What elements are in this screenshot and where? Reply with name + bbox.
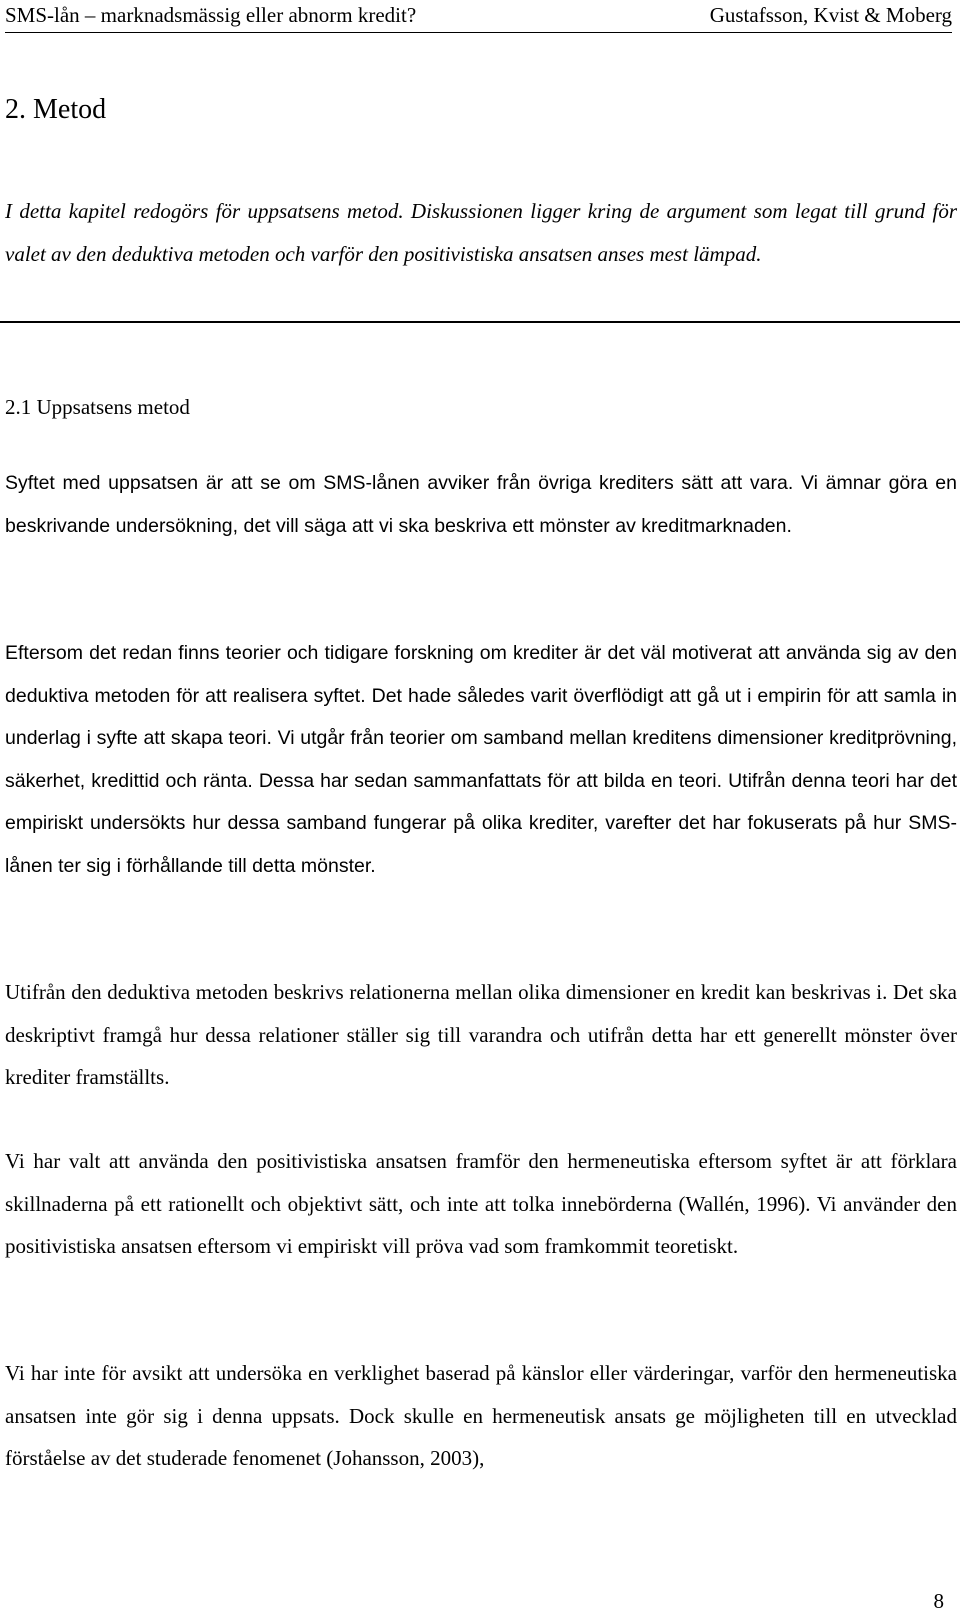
chapter-intro: I detta kapitel redogörs för uppsatsens metod. Diskussionen ligger kring de argument som legat till grund för valet av den deduktiva metoden och varför den positivistiska ansatsen anses mest lämpad. (5, 199, 957, 266)
paragraph-relations: Utifrån den deduktiva metoden beskrivs relationerna mellan olika dimensioner en kredit kan beskrivas i. Det ska deskriptivt framgå hur dessa relationer ställer sig till varandra och utifrån detta har ett generellt mönster över krediter framställts. (5, 980, 957, 1090)
paragraph-hermeneutic: Vi har inte för avsikt att undersöka en verklighet baserad på känslor eller värderingar, varför den hermeneutiska ansatsen inte gör sig i denna uppsats. Dock skulle en hermeneutisk ansats ge möjligheten till en utvecklad förståelse av det studerade fenomenet (Johansson, 2003), (5, 1361, 957, 1471)
paragraph-positivist-approach: Vi har valt att använda den positivistiska ansatsen framför den hermeneutiska eftersom syftet är att förklara skillnaderna på ett rationellt och objektivt sätt, och inte att tolka innebörderna (Wallén, 1996). Vi använder den positivistiska ansatsen eftersom vi empiriskt vill pröva vad som framkommit teoretiskt. (5, 1149, 957, 1259)
paragraph-purpose: Syftet med uppsatsen är att se om SMS-lånen avviker från övriga krediters sätt att vara. Vi ämnar göra en beskrivande undersökning, det vill säga att vi ska beskriva ett mönster av kreditmarknaden. (5, 472, 957, 537)
section-title: 2.1 Uppsatsens metod (5, 395, 190, 419)
header-authors: Gustafsson, Kvist & Moberg (709, 3, 952, 27)
paragraph-deductive-method: Eftersom det redan finns teorier och tidigare forskning om krediter är det väl motiverat att använda sig av den deduktiva metoden för att realisera syftet. Det hade således varit överflödigt att gå ut i empirin för att samla in underlag i syfte att skapa teori. Vi utgår från teorier om samband mellan kreditens dimensioner kreditprövning, säkerhet, kredittid och ränta. Dessa har sedan sammanfattats för att bilda en teori. Utifrån denna teori har det empiriskt undersökts hur dessa samband fungerar på olika krediter, varefter det har fokuserats på hur SMS-lånen ter sig i förhållande till detta mönster. (5, 642, 957, 877)
chapter-title: 2. Metod (5, 94, 107, 125)
page-number: 8 (933, 1589, 944, 1613)
running-header (5, 0, 952, 33)
section-divider (0, 321, 960, 323)
header-title: SMS-lån – marknadsmässig eller abnorm kredit? (5, 3, 417, 27)
